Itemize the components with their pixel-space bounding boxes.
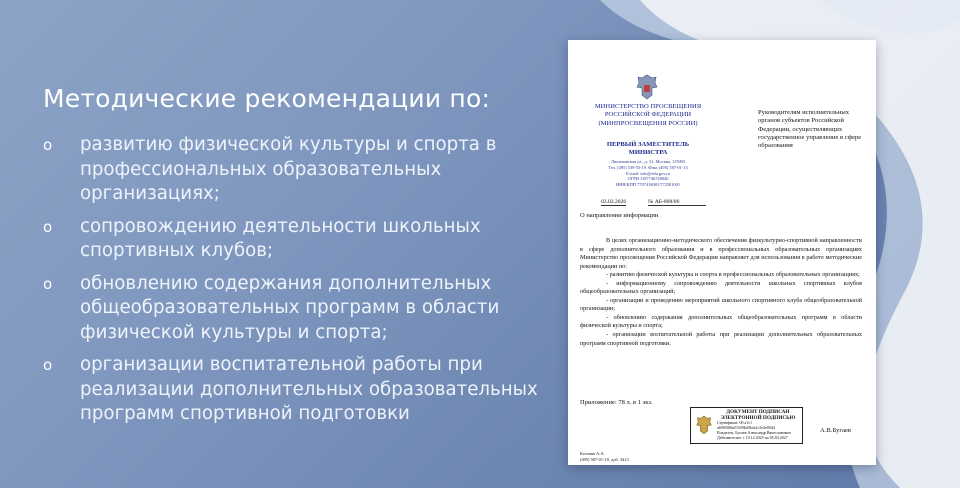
- ministry-contacts: [592, 159, 704, 188]
- attachment-note: Приложение: 78 л. в 1 экз.: [580, 399, 653, 406]
- slide-title: Методические рекомендации по:: [43, 84, 491, 113]
- addressee: Руководителям исполнительных органов субъектов Российской Федерации, осуществляющих государственное управление в сфере образования: [758, 109, 862, 150]
- list-item-text: организации воспитательной работы при реализации дополнительных образовательных программ спортивной подготовки: [80, 354, 538, 424]
- executor-line: (495) 587-01-10, доб. 3413: [580, 456, 629, 462]
- letter-paragraph: В целях организационно-методического обеспечения физкультурно-спортивной направленности в сфере дополнительного образования и в профессиональных образовательных организациях Министерство просвещения Российской Федерации направляет для использования в работе методические рекомендации по:: [580, 237, 862, 270]
- recommendation-list: [43, 133, 543, 435]
- letter-paragraph: - организации и проведению мероприятий школьного спортивного клуба общеобразовательной организации;: [580, 296, 862, 313]
- contact-line: Люсиновская ул., д. 51, Москва, 115093: [610, 159, 686, 164]
- bullet-marker: o: [43, 274, 53, 293]
- ministry-name-line: МИНИСТЕРСТВО ПРОСВЕЩЕНИЯ: [594, 103, 702, 110]
- list-item-text: обновлению содержания дополнительных общеобразовательных программ в области физической культуры и спорта;: [80, 272, 500, 343]
- executor-line: Козлова А.А.: [580, 451, 605, 456]
- executor-info: [580, 451, 629, 463]
- letter-subject: О направлении информации: [580, 212, 659, 219]
- stamp-line: Действителен: с 10.12.2025 по 05.03.2027: [717, 434, 788, 440]
- bullet-marker: o: [43, 217, 53, 236]
- list-item: [43, 353, 543, 427]
- letter-date: 03.03.2026: [601, 199, 627, 205]
- letter-paragraph: - развитию физической культуры и спорта в профессиональных образовательных организациях;: [606, 271, 860, 279]
- ministry-name-line: РОССИЙСКОЙ ФЕДЕРАЦИИ: [604, 111, 692, 119]
- signer-position: ПЕРВЫЙ ЗАМЕСТИТЕЛЬ МИНИСТРА: [606, 141, 690, 156]
- signer-name: А.В.Бугаев: [820, 427, 852, 434]
- list-item-text: развитию физической культуры и спорта в профессиональных образовательных организациях;: [80, 134, 497, 204]
- list-item-text: сопровождению деятельности школьных спортивных клубов;: [80, 215, 481, 261]
- letter-paragraph: - обновлению содержания дополнительных общеобразовательных программ в области физической культуры и спорта;: [580, 313, 862, 330]
- stamp-line: Владелец: Бугаев Александр Вячеславович: [717, 429, 791, 435]
- contact-line: ИНН/КПП 7707418081/772501001: [615, 182, 681, 188]
- stamp-title: ЭЛЕКТРОННОЙ ПОДПИСЬЮ: [720, 414, 796, 421]
- bullet-marker: o: [43, 356, 53, 374]
- contact-line: E-mail: info@edu.gov.ru: [626, 170, 670, 176]
- list-item: [43, 133, 543, 207]
- coat-of-arms-icon: [636, 74, 658, 100]
- stamp-title: ДОКУМЕНТ ПОДПИСАН: [726, 409, 790, 415]
- letter-number: № АБ-808/06: [648, 199, 706, 206]
- ministry-name: [586, 103, 710, 128]
- coat-of-arms-icon: [696, 414, 712, 436]
- contact-line: Тел. (495) 539-55-19. Факс (495) 587-01-13: [608, 164, 688, 170]
- letter-paragraph: - организации воспитательной работы при реализации дополнительных образовательных программ спортивной подготовки.: [580, 331, 862, 347]
- stamp-line: Сертификат: 00 a1c1 a6905066a57e09bd5bfa1c5e2e09d4: [717, 420, 775, 430]
- letter-paragraph: - информационному сопровождению деятельности школьных спортивных клубов общеобразовательных организаций;: [580, 279, 862, 296]
- electronic-signature-stamp: [690, 407, 803, 444]
- letter-body: [580, 237, 862, 348]
- official-letter-image: [568, 40, 876, 465]
- list-item: [43, 272, 543, 346]
- ministry-name-line: (МИНПРОСВЕЩЕНИЯ РОССИИ): [598, 119, 698, 127]
- bullet-marker: o: [43, 136, 53, 154]
- contact-line: ОГРН 1187746728840: [627, 176, 669, 182]
- list-item: [43, 215, 543, 264]
